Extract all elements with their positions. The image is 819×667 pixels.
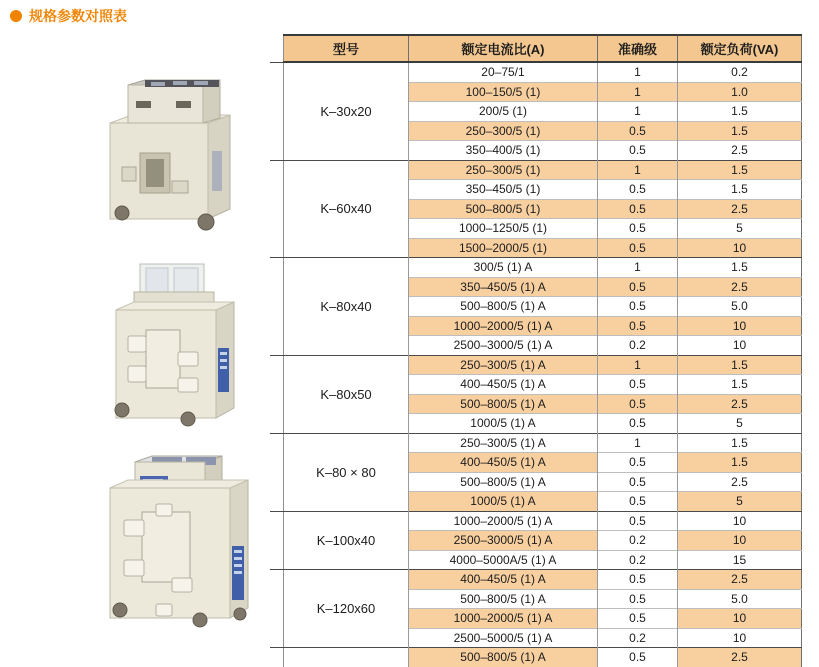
accuracy-cell: 0.5 [598, 219, 678, 239]
table-header-row [284, 35, 802, 62]
accuracy-cell: 1 [598, 433, 678, 453]
model-cell: K–80 × 80 [284, 433, 409, 511]
load-cell: 5.0 [678, 589, 802, 609]
accuracy-cell: 0.5 [598, 414, 678, 434]
current-transformer-large-image [80, 450, 265, 626]
current-transformer-small-image [88, 73, 258, 230]
model-cell: K–30x20 [284, 62, 409, 160]
accuracy-cell: 0.2 [598, 336, 678, 356]
accuracy-cell: 0.5 [598, 648, 678, 667]
load-cell: 2.5 [678, 394, 802, 414]
spec-table-body [284, 62, 802, 667]
ratio-cell: 250–300/5 (1) [409, 121, 598, 141]
table-row [284, 648, 802, 667]
model-cell: K–80x50 [284, 355, 409, 433]
model-cell: K–60x40 [284, 160, 409, 258]
load-cell: 1.5 [678, 102, 802, 122]
accuracy-cell: 0.5 [598, 277, 678, 297]
ratio-cell: 500–800/5 (1) A [409, 297, 598, 317]
group-separator-overhang [270, 569, 284, 570]
product-photo-1 [88, 73, 258, 230]
header-load: 额定负荷(VA) [678, 35, 802, 62]
bullet-icon [10, 10, 22, 22]
ratio-cell: 1000–2000/5 (1) A [409, 316, 598, 336]
load-cell: 1.5 [678, 258, 802, 278]
accuracy-cell: 1 [598, 62, 678, 82]
ratio-cell: 400–450/5 (1) A [409, 570, 598, 590]
ratio-cell: 350–450/5 (1) [409, 180, 598, 200]
accuracy-cell: 0.5 [598, 511, 678, 531]
spec-table [283, 34, 801, 665]
table-row [284, 433, 802, 453]
load-cell: 1.5 [678, 375, 802, 395]
load-cell: 10 [678, 316, 802, 336]
load-cell: 2.5 [678, 570, 802, 590]
accuracy-cell: 0.2 [598, 628, 678, 648]
load-cell: 2.5 [678, 277, 802, 297]
group-separator-overhang [270, 647, 284, 648]
load-cell: 1.5 [678, 160, 802, 180]
model-cell [284, 648, 409, 667]
load-cell: 1.5 [678, 121, 802, 141]
accuracy-cell: 0.5 [598, 492, 678, 512]
load-cell: 2.5 [678, 199, 802, 219]
ratio-cell: 1000–2000/5 (1) A [409, 609, 598, 629]
accuracy-cell: 0.5 [598, 472, 678, 492]
ratio-cell: 350–450/5 (1) A [409, 277, 598, 297]
accuracy-cell: 1 [598, 160, 678, 180]
load-cell: 5 [678, 414, 802, 434]
current-transformer-medium-image [88, 258, 253, 424]
ratio-cell: 1000/5 (1) A [409, 414, 598, 434]
accuracy-cell: 0.5 [598, 316, 678, 336]
table-row [284, 160, 802, 180]
table-row [284, 570, 802, 590]
accuracy-cell: 0.5 [598, 570, 678, 590]
accuracy-cell: 0.2 [598, 550, 678, 570]
page-title [10, 6, 127, 26]
accuracy-cell: 1 [598, 82, 678, 102]
ratio-cell: 20–75/1 [409, 62, 598, 82]
load-cell: 1.0 [678, 82, 802, 102]
product-photo-2 [88, 258, 253, 424]
group-separator-overhang [270, 257, 284, 258]
accuracy-cell: 1 [598, 102, 678, 122]
ratio-cell: 300/5 (1) A [409, 258, 598, 278]
ratio-cell: 2500–5000/5 (1) A [409, 628, 598, 648]
table-row [284, 355, 802, 375]
accuracy-cell: 0.5 [598, 238, 678, 258]
ratio-cell: 500–800/5 (1) A [409, 394, 598, 414]
header-accuracy: 准确级 [598, 35, 678, 62]
accuracy-cell: 1 [598, 355, 678, 375]
load-cell: 10 [678, 609, 802, 629]
load-cell: 10 [678, 628, 802, 648]
accuracy-cell: 0.5 [598, 199, 678, 219]
load-cell: 2.5 [678, 472, 802, 492]
accuracy-cell: 0.2 [598, 531, 678, 551]
accuracy-cell: 0.5 [598, 394, 678, 414]
ratio-cell: 1000–1250/5 (1) [409, 219, 598, 239]
load-cell: 15 [678, 550, 802, 570]
accuracy-cell: 0.5 [598, 375, 678, 395]
accuracy-cell: 0.5 [598, 141, 678, 161]
table-row [284, 258, 802, 278]
ratio-cell: 500–800/5 (1) A [409, 648, 598, 667]
ratio-cell: 250–300/5 (1) A [409, 433, 598, 453]
load-cell: 2.5 [678, 141, 802, 161]
load-cell: 1.5 [678, 453, 802, 473]
accuracy-cell: 0.5 [598, 180, 678, 200]
ratio-cell: 250–300/5 (1) [409, 160, 598, 180]
ratio-cell: 100–150/5 (1) [409, 82, 598, 102]
model-cell: K–100x40 [284, 511, 409, 570]
load-cell: 0.2 [678, 62, 802, 82]
load-cell: 5.0 [678, 297, 802, 317]
header-ratio: 额定电流比(A) [409, 35, 598, 62]
load-cell: 1.5 [678, 355, 802, 375]
page-title-text: 规格参数对照表 [29, 8, 127, 24]
ratio-cell: 500–800/5 (1) A [409, 472, 598, 492]
group-separator-overhang [270, 355, 284, 356]
group-separator-overhang [270, 160, 284, 161]
accuracy-cell: 0.5 [598, 297, 678, 317]
product-photo-3 [80, 450, 265, 626]
load-cell: 5 [678, 219, 802, 239]
load-cell: 2.5 [678, 648, 802, 667]
ratio-cell: 500–800/5 (1) [409, 199, 598, 219]
ratio-cell: 400–450/5 (1) A [409, 375, 598, 395]
load-cell: 10 [678, 238, 802, 258]
load-cell: 10 [678, 336, 802, 356]
group-separator-overhang [270, 433, 284, 434]
ratio-cell: 1000/5 (1) A [409, 492, 598, 512]
ratio-cell: 500–800/5 (1) A [409, 589, 598, 609]
accuracy-cell: 0.5 [598, 453, 678, 473]
load-cell: 5 [678, 492, 802, 512]
ratio-cell: 350–400/5 (1) [409, 141, 598, 161]
ratio-cell: 4000–5000A/5 (1) A [409, 550, 598, 570]
load-cell: 10 [678, 531, 802, 551]
load-cell: 10 [678, 511, 802, 531]
table-row [284, 62, 802, 82]
table-row [284, 511, 802, 531]
ratio-cell: 250–300/5 (1) A [409, 355, 598, 375]
accuracy-cell: 1 [598, 258, 678, 278]
ratio-cell: 400–450/5 (1) A [409, 453, 598, 473]
ratio-cell: 1500–2000/5 (1) [409, 238, 598, 258]
model-cell: K–80x40 [284, 258, 409, 356]
group-separator-overhang [270, 62, 284, 63]
ratio-cell: 200/5 (1) [409, 102, 598, 122]
ratio-cell: 1000–2000/5 (1) A [409, 511, 598, 531]
ratio-cell: 2500–3000/5 (1) A [409, 336, 598, 356]
accuracy-cell: 0.5 [598, 121, 678, 141]
model-cell: K–120x60 [284, 570, 409, 648]
accuracy-cell: 0.5 [598, 609, 678, 629]
load-cell: 1.5 [678, 433, 802, 453]
accuracy-cell: 0.5 [598, 589, 678, 609]
header-model: 型号 [284, 35, 409, 62]
group-separator-overhang [270, 511, 284, 512]
load-cell: 1.5 [678, 180, 802, 200]
ratio-cell: 2500–3000/5 (1) A [409, 531, 598, 551]
